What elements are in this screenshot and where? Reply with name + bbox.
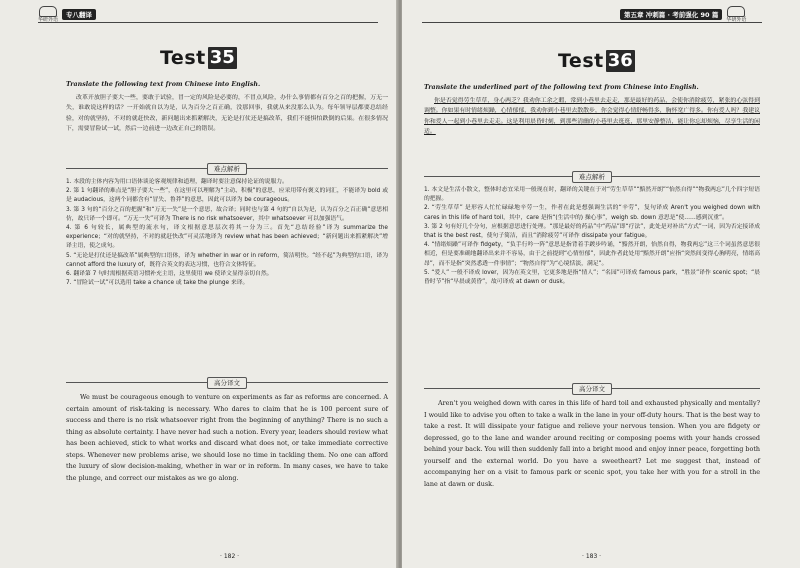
- logo-icon: [39, 6, 57, 17]
- instruction: Translate the following text from Chinese into English.: [66, 81, 261, 88]
- analysis-item: 3. 第 3 句的“百分之百的把握”和“万无一失”是一个意思，故合译；同时也与第 4 句的“自以为是，认为百分之百正确”意思相仿，故只译一个即可。“万无一失”可译为 There is no risk whatsoever，其中 whatsoever 可以加强语气。: [66, 206, 388, 222]
- analysis-item: 2. 第 1 句翻译的难点是“胆子要大一些”，在这里可以理解为“主动、积极”的意思，应采用带有褒义的词汇，不能译为 bold 或是 audacious，这两个词都含有“冒失、鲁莽”的意思，因此可以译为 be courageous。: [66, 188, 388, 204]
- analysis-item: 7. “冒险试一试”可以选用 take a chance 或 take the plunge 来译。: [66, 280, 249, 287]
- analysis-heading: 难点解析: [66, 162, 388, 175]
- left-header: [38, 6, 96, 22]
- test-title: [160, 47, 237, 69]
- page-number: · 182 ·: [220, 553, 240, 560]
- analysis-item: 4. 第 6 句较长，属典型的流水句，译文根据意思层次将其一分为三。首先“总结经验”译为 summarize the experience；“对的就坚持，不对的就赶快改”可灵活地译为 review what has been achieved；“新问题出来抓紧解决”增译主语，使之成句。: [66, 225, 388, 250]
- analysis-item: 6. 翻译第 7 句时需根据英语习惯补充主语，这里使用 we 使译文显得亲切自然。: [66, 271, 273, 278]
- translation-text: Aren't you weighed down with cares in this life of hard toil and exhausted physically and mentally? I would like to advise you often to take a walk in the lane in your off-duty hours. That is the best way to take a rest. It will dissipate your fatigue and relieve your nervous tension. When you are fidgety or depressed, go to the lane and wander around reciting or composing poems with your hands crossed behind your back. You will then suddenly fall into a bright mood and enjoy inner peace, forgetting both yourself and the external world. Do you have a sweetheart? Let me suggest that, instead of accompanying her on a visit to famous park or scenic spot, you take her with you for a stroll in the lane at dawn or dusk.: [424, 399, 760, 488]
- analysis-item: 5. “无论是打仗还是搞改革”属典型的口语体，译为 whether in war or in reform，简洁明快。“经不起”为典型的口语，译为 cannot afford the luxury of，既符合英文的表达习惯，也符合文体特征。: [66, 252, 388, 268]
- title-number: 35: [209, 47, 235, 68]
- analysis-list: [424, 186, 760, 287]
- source-text: 改革开放胆子要大一些，要敢于试验，冒一定的风险是必要的，不冒点风险，办什么事情都有百分之百的把握，万无一失，谁敢说这样的话？一开始就自以为是，认为百分之百正确，没那回事，我就从来没那么认为。每年领导层都要总结经验，对的就坚持，不对的就赶快改，新问题出来抓紧解决，无论是打仗还是搞改革，我们不能惧怕跌倒的后果。在很多情况下，需要冒险试一试，然后一边前进一边改正自己的错误。: [66, 95, 388, 133]
- header-tag: 第五章 冲刺篇 · 考前强化 90 篇: [620, 9, 722, 20]
- translation-text: We must be courageous enough to venture on experiments as far as reforms are concerned. A certain amount of risk-taking is necessary. Who dares to claim that he is 100 percent sure of success and there is no risk whatsoever right from the beginning of anything? There is no such a thing as absolute certainty. I have never had such a notion. Every year, leaders should review what has been achieved, stick to what works and discard what does not, or take immediate corrective steps. Whenever new problems arise, we should lose no time in tackling them. No one can afford the luxury of slow decision-making, whether in war or in reform. In many cases, we have to take the plunge, and correct our mistakes as we go along.: [66, 393, 388, 482]
- analysis-heading: 难点解析: [424, 170, 760, 183]
- test-title: [558, 50, 635, 72]
- translation-heading: 高分译文: [424, 382, 760, 395]
- logo-text: 华研外语: [726, 16, 747, 23]
- header-rule: [422, 22, 762, 23]
- logo-text: 华研外语: [38, 16, 59, 23]
- analysis-item: 2. “劳生草草” 是形容人忙忙碌碌地辛劳一生，作者在此是想强调生活的“辛劳”，复句译成 Aren't you weighed down with cares in this life of hard toil，其中，care 是指“(生活中的) 操心事”，weigh sb. down 意思是“使……感到沉重”。: [424, 205, 760, 221]
- instruction: Translate the underlined part of the following text from Chinese into English.: [424, 84, 699, 91]
- right-page: [402, 0, 800, 568]
- publisher-logo: [38, 6, 58, 23]
- title-word: Test: [160, 47, 206, 69]
- page-number: · 183 ·: [582, 553, 602, 560]
- right-header: [620, 6, 746, 22]
- translation-heading: 高分译文: [66, 376, 388, 389]
- source-text: 你是否觉得劳生草草，身心两乏？我劝你工余之暇，常到小巷里去走走，那是最好的药品，会使你消除疲劳，紧张的心弦得到调整。你如果有时情绪烦躁，心情郁郁，我劝你到小巷里去散散步，你会觉得心情舒畅得多，胸怀宽广得多。你有爱人吗？我建议你和爱人一起到小巷里去走走。这是利用晨昏时刻，到那些清幽的小巷里去逛逛，那里安静整洁，能让你忘却烦恼，尽享生活的闲适。: [424, 98, 760, 136]
- analysis-item: 5. “爱人” 一般不译成 lover，因为在英文里，它更多地是指“情人”；“名园”可译成 famous park，“胜景”译作 scenic spot；“晨昏时节”指“早晨或黄昏”，故可译成 at dawn or dusk。: [424, 269, 760, 286]
- analysis-item: 3. 第 2 句有好几个分句，应根据意思进行处理。“那是最好的药品”中“药品”即“疗法”，此处是对补出“方式”一词，因为否定接译成 that is the best rest，使句子简洁，而且“消除疲劳”可译作 dissipate your fatigue。: [424, 223, 760, 240]
- left-page: [0, 0, 398, 568]
- logo-icon: [727, 6, 745, 17]
- header-tag: 专八翻译: [62, 9, 96, 20]
- title-word: Test: [558, 50, 604, 72]
- analysis-item: 1. 本段的主体内容为用口语体谈论客观规律和道理，翻译时要注意保持论证的说服力。: [66, 179, 288, 185]
- title-number: 36: [607, 50, 633, 71]
- header-rule: [38, 22, 378, 23]
- publisher-logo: [726, 6, 746, 23]
- analysis-item: 4. “情绪烦躁”可译作 fidgety，“负手行吟一阵”意思是指背着手踱步吟诵，“黯然开朗，怡然自得，物我两忘”这三个词虽然意思很相近，但是要准确地翻译出来并不容易，由于之前提到“心情恒郁”，因此作者此处用“黯然开朗”应指“突然间变得心胸明亮，情绪高昂”，而不是指“突然悉透一件事情”；“物然自得”为“心境恬淡，满足”。: [424, 242, 760, 267]
- analysis-item: 1. 本文是生活小散文，整体时态宜采用一般现在时，翻译的关键在于对“劳生草草”“黯然开朗”“怡然自得”“物我两忘”几个四字短语的把握。: [424, 187, 760, 203]
- analysis-list: [66, 178, 388, 288]
